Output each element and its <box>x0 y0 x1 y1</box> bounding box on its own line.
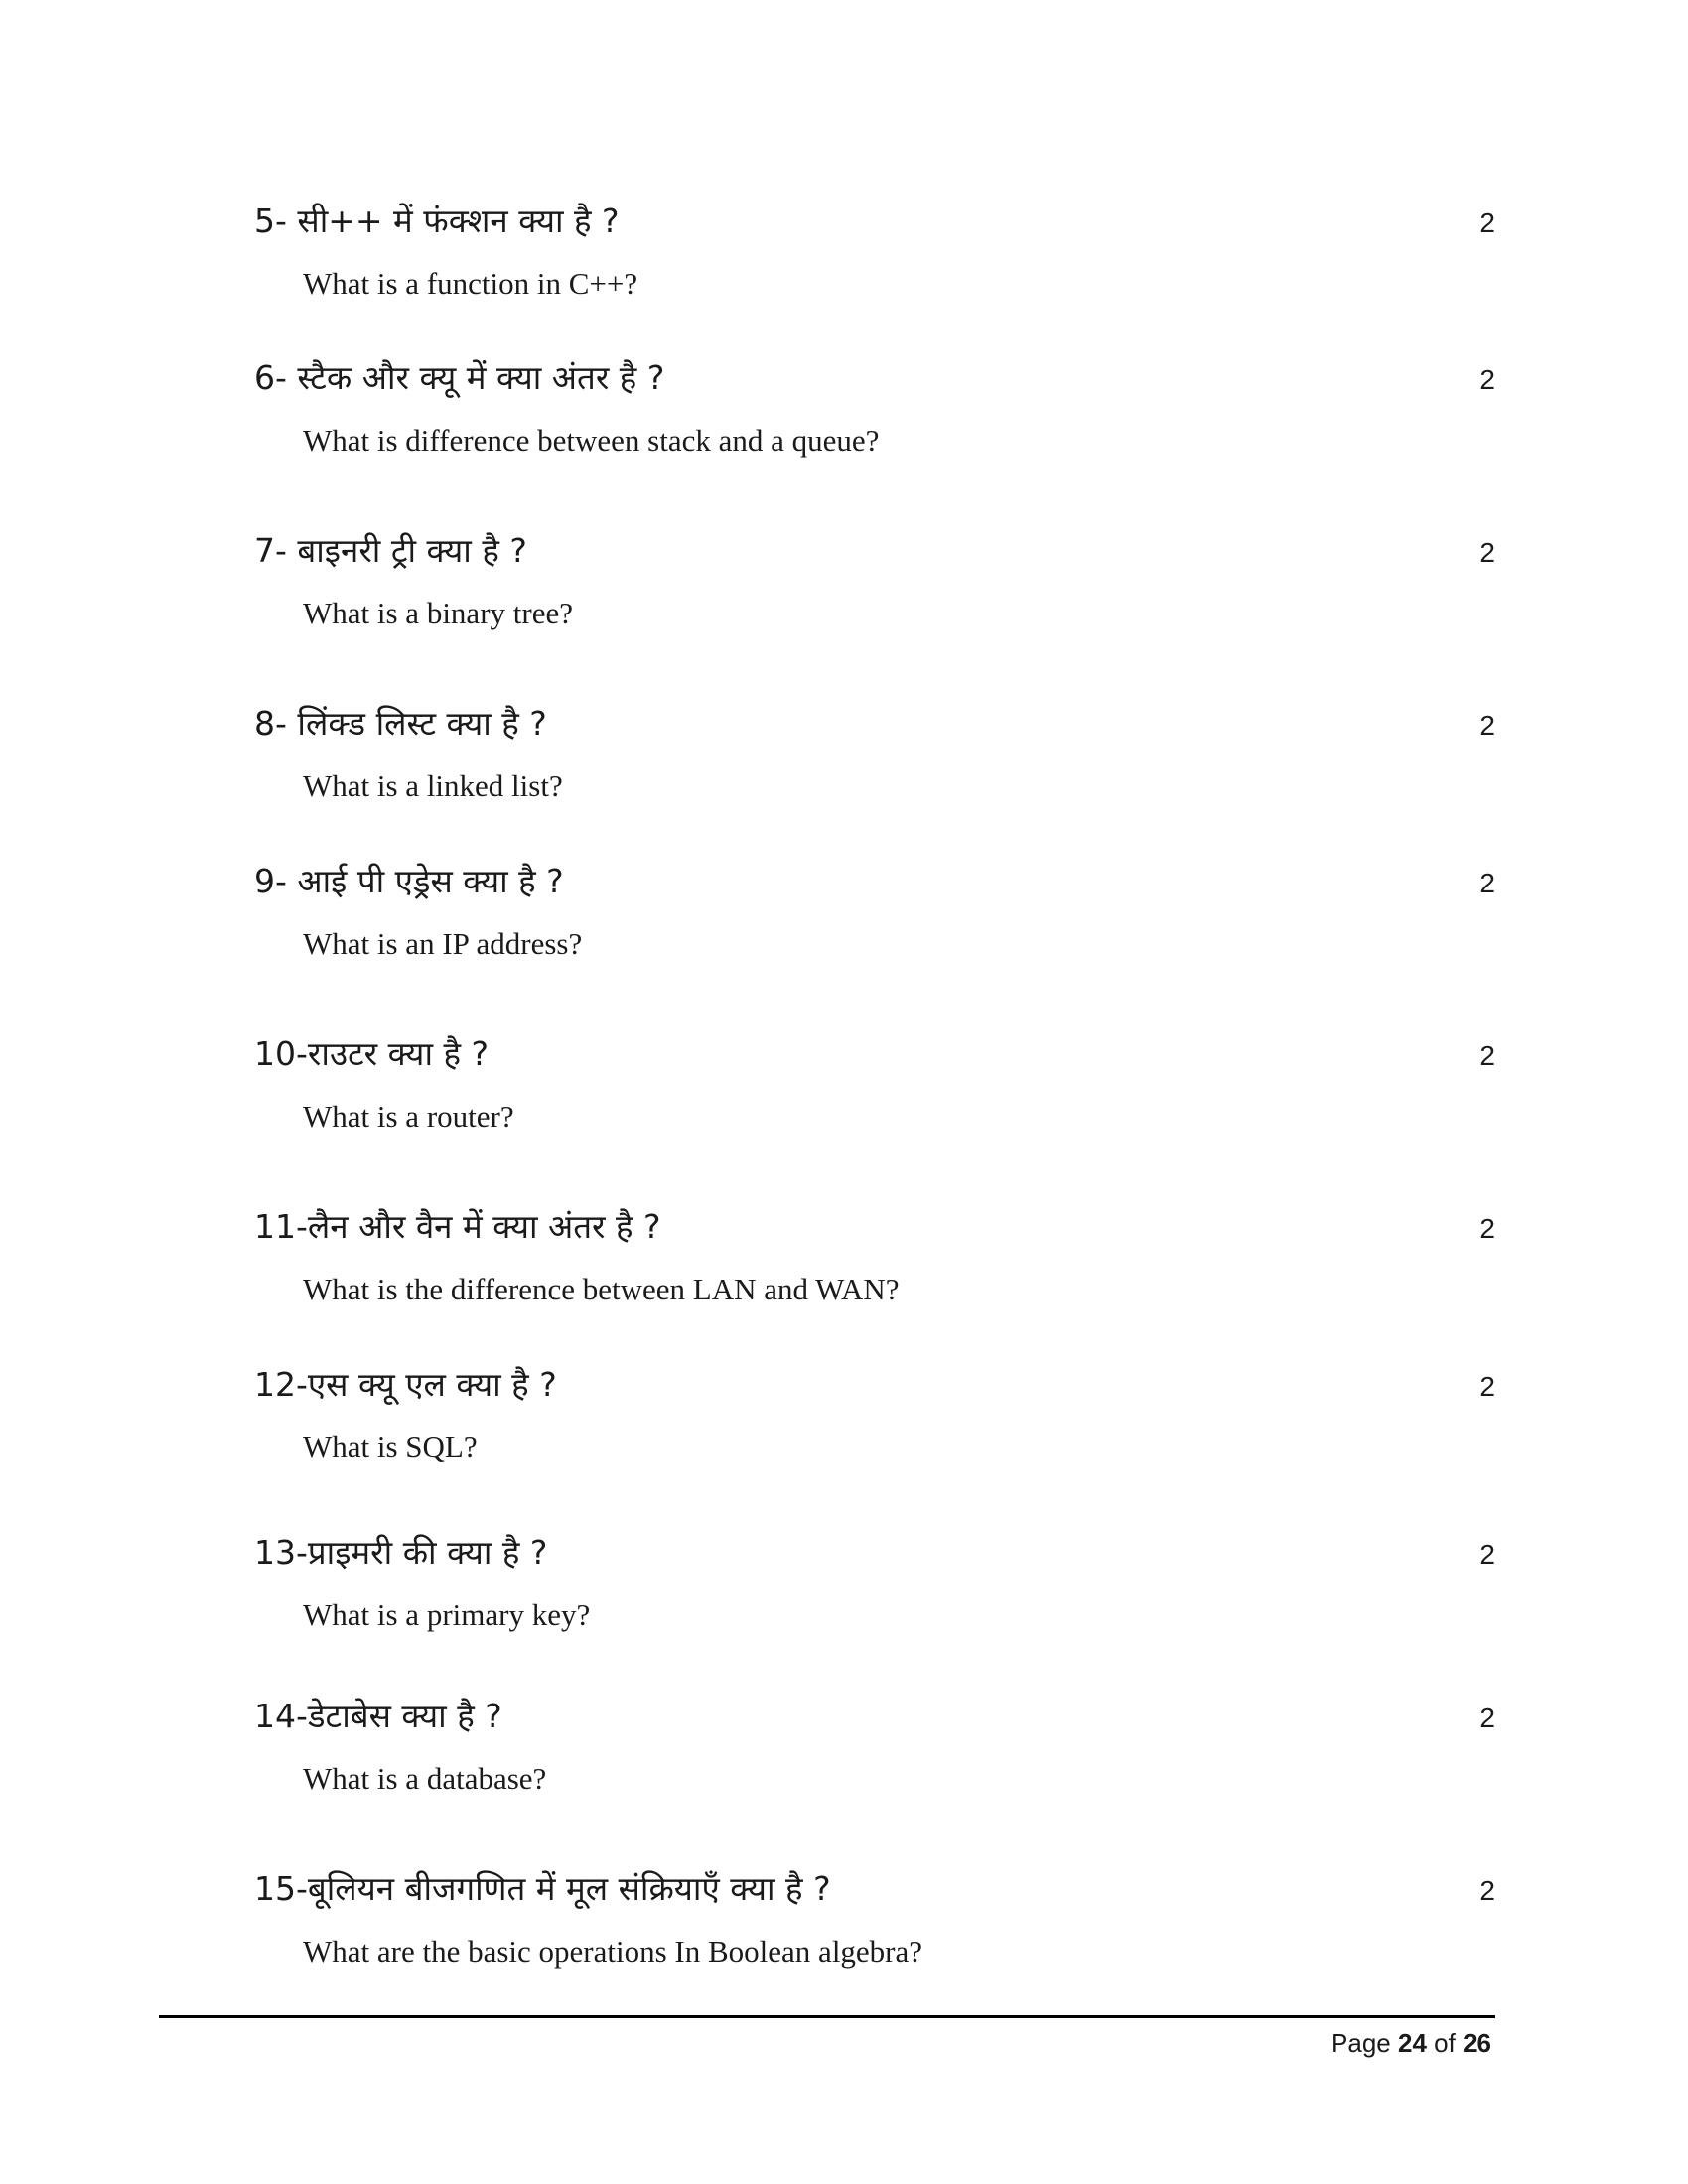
question-hindi-text: बूलियन बीजगणित में मूल संक्रियाएँ क्या है ? <box>307 1869 831 1908</box>
question-marks: 2 <box>1479 207 1495 238</box>
question-number: 15- <box>254 1869 308 1908</box>
question-number: 14- <box>254 1697 308 1735</box>
question-hindi-text: बाइनरी ट्री क्या है ? <box>297 531 527 570</box>
question-english: What is a router? <box>303 1099 514 1134</box>
question-hindi-text: एस क्यू एल क्या है ? <box>307 1365 557 1404</box>
question-english: What is the difference between LAN and WAN? <box>303 1272 900 1306</box>
question-marks: 2 <box>1479 1040 1495 1071</box>
question-number: 11- <box>254 1207 308 1246</box>
question-hindi-text: लिंक्ड लिस्ट क्या है ? <box>297 704 547 743</box>
question-marks: 2 <box>1479 1875 1495 1906</box>
question-marks: 2 <box>1479 1213 1495 1244</box>
question-hindi <box>254 1207 661 1247</box>
question-english: What is a database? <box>303 1761 547 1796</box>
question-number: 5- <box>254 202 287 240</box>
question-hindi <box>254 202 620 241</box>
of-word: of <box>1434 2028 1456 2058</box>
question-english: What is an IP address? <box>303 926 583 961</box>
question-hindi <box>254 1365 557 1405</box>
page-number <box>1331 2025 1491 2061</box>
question-english: What is a primary key? <box>303 1597 591 1632</box>
question-hindi-text: डेटाबेस क्या है ? <box>307 1697 502 1735</box>
question-english: What are the basic operations In Boolean algebra? <box>303 1934 923 1969</box>
question-number: 9- <box>254 862 287 900</box>
question-hindi-text: स्टैक और क्यू में क्या अंतर है ? <box>297 358 665 397</box>
question-hindi-text: सी++ में फंक्शन क्या है ? <box>297 202 620 240</box>
question-marks: 2 <box>1479 868 1495 898</box>
question-hindi <box>254 862 564 901</box>
question-english: What is a function in C++? <box>303 266 638 301</box>
question-english: What is a linked list? <box>303 768 563 803</box>
page-word: Page <box>1331 2028 1391 2058</box>
current-page: 24 <box>1398 2028 1427 2058</box>
question-number: 12- <box>254 1365 308 1404</box>
question-number: 13- <box>254 1533 308 1571</box>
question-hindi <box>254 1034 489 1074</box>
question-marks: 2 <box>1479 1371 1495 1402</box>
question-marks: 2 <box>1479 710 1495 741</box>
question-english: What is a binary tree? <box>303 596 573 630</box>
question-english: What is difference between stack and a queue? <box>303 423 880 458</box>
question-number: 7- <box>254 531 287 570</box>
question-hindi-text: प्राइमरी की क्या है ? <box>307 1533 548 1571</box>
question-hindi-text: राउटर क्या है ? <box>307 1034 490 1073</box>
question-hindi <box>254 1869 831 1909</box>
question-hindi <box>254 531 527 571</box>
question-hindi <box>254 1533 547 1572</box>
question-marks: 2 <box>1479 1703 1495 1733</box>
question-hindi <box>254 704 547 744</box>
question-hindi <box>254 1697 502 1736</box>
question-hindi-text: लैन और वैन में क्या अंतर है ? <box>307 1207 661 1246</box>
question-number: 10- <box>254 1034 308 1073</box>
question-number: 6- <box>254 358 287 397</box>
question-number: 8- <box>254 704 287 743</box>
question-marks: 2 <box>1479 364 1495 395</box>
question-hindi <box>254 358 664 398</box>
question-hindi-text: आई पी एड्रेस क्या है ? <box>297 862 564 900</box>
question-marks: 2 <box>1479 1539 1495 1570</box>
question-marks: 2 <box>1479 537 1495 568</box>
question-english: What is SQL? <box>303 1430 478 1464</box>
total-pages: 26 <box>1463 2028 1491 2058</box>
footer-divider <box>159 2015 1495 2018</box>
